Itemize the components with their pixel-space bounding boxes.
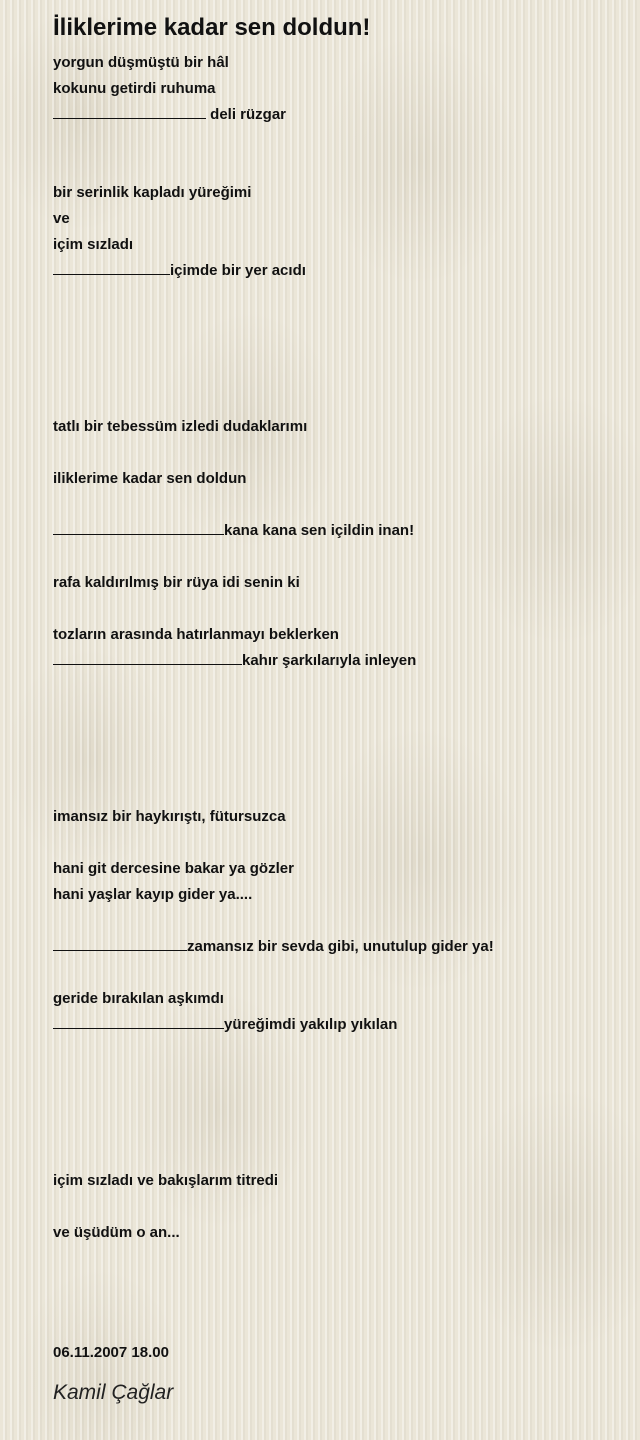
poem-date: 06.11.2007 18.00 [53, 1344, 169, 1361]
blank-underline [53, 649, 242, 665]
stanza-gap [53, 544, 613, 570]
poem-line: içim sızladı ve bakışlarım titredi [53, 1172, 279, 1189]
stanza-gap [53, 1116, 613, 1142]
stanza-gap [53, 284, 613, 310]
poem-line: ve üşüdüm o an... [53, 1224, 180, 1241]
poem-line: ve [53, 210, 70, 227]
blank-underline [53, 519, 224, 535]
blank-underline [53, 935, 187, 951]
stanza-gap [53, 830, 613, 856]
stanza-gap [53, 596, 613, 622]
stanza-gap [53, 908, 613, 934]
poem [53, 12, 613, 1246]
stanza-gap [53, 362, 613, 388]
poem-line: tozların arasında hatırlanmayı beklerken [53, 626, 339, 643]
poem-line: imansız bir haykırıştı, fütursuzca [53, 808, 286, 825]
stanza-gap [53, 440, 613, 466]
poem-line-text: kahır şarkılarıyla inleyen [242, 652, 417, 669]
poem-line: içim sızladı [53, 236, 134, 253]
poem-line-text: kana kana sen içildin inan! [224, 522, 415, 539]
poem-line-text: yüreğimdi yakılıp yıkılan [224, 1016, 398, 1033]
poem-line: geride bırakılan aşkımdı [53, 990, 224, 1007]
stanza-gap [53, 310, 613, 336]
stanza-gap [53, 726, 613, 752]
stanza-gap [53, 1038, 613, 1064]
poem-line: kokunu getirdi ruhuma [53, 80, 216, 97]
poem-line: rafa kaldırılmış bir rüya idi senin ki [53, 574, 300, 591]
stanza-gap [53, 1142, 613, 1168]
poem-line: hani yaşlar kayıp gider ya.... [53, 886, 253, 903]
stanza-gap [53, 1194, 613, 1220]
blank-underline [53, 1013, 224, 1029]
poem-line: bir serinlik kapladı yüreğimi [53, 184, 252, 201]
poem-line [53, 258, 613, 284]
author-name: Kamil Çağlar [53, 1381, 174, 1404]
poem-line [53, 934, 613, 960]
stanza-gap [53, 154, 613, 180]
stanza-gap [53, 1090, 613, 1116]
poem-line [53, 518, 613, 544]
poem-line [53, 102, 613, 128]
stanza-gap [53, 674, 613, 700]
poem-line [53, 648, 613, 674]
stanza-gap [53, 336, 613, 362]
stanza-gap [53, 388, 613, 414]
poem-title: İliklerime kadar sen doldun! [53, 14, 371, 41]
poem-line: tatlı bir tebessüm izledi dudaklarımı [53, 418, 308, 435]
stanza-gap [53, 960, 613, 986]
poem-line-text: zamansız bir sevda gibi, unutulup gider ya! [187, 938, 494, 955]
blank-underline [53, 259, 170, 275]
poem-line: hani git dercesine bakar ya gözler [53, 860, 294, 877]
blank-underline [53, 103, 206, 119]
stanza-gap [53, 128, 613, 154]
poem-line: iliklerime kadar sen doldun [53, 470, 247, 487]
poem-line-text: deli rüzgar [206, 106, 287, 123]
poem-line: yorgun düşmüştü bir hâl [53, 54, 229, 71]
stanza-gap [53, 492, 613, 518]
poem-line-text: içimde bir yer acıdı [170, 262, 306, 279]
stanza-gap [53, 778, 613, 804]
stanza-gap [53, 700, 613, 726]
stanza-gap [53, 752, 613, 778]
stanza-gap [53, 1064, 613, 1090]
poem-line [53, 1012, 613, 1038]
